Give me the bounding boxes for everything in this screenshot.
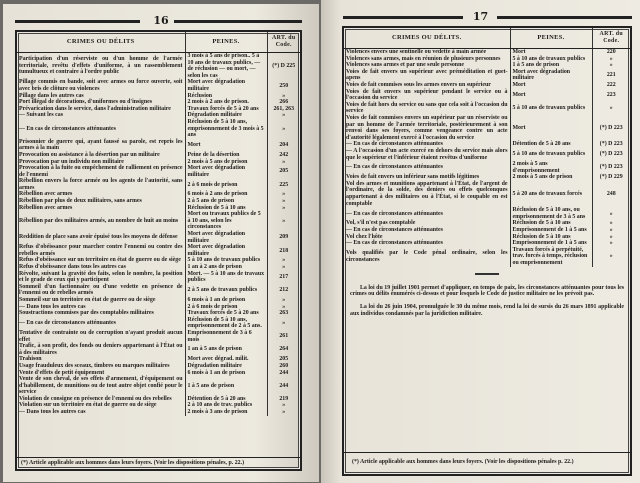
penalty-cell: Mort avec dégradation militaire bbox=[510, 69, 592, 82]
table-row bbox=[17, 112, 300, 119]
article-cell: » bbox=[282, 296, 286, 303]
crime-cell: Voies de fait envers un supérieur pendant le service ou à l'occasion du service bbox=[344, 89, 510, 102]
penalty-cell: Mort bbox=[510, 89, 592, 102]
table-row bbox=[344, 148, 630, 161]
table-row bbox=[344, 247, 630, 267]
crime-cell: Sommeil sur un territoire en état de guerre ou de siège bbox=[17, 297, 185, 304]
penalty-cell: Mort avec dégradation militaire bbox=[185, 165, 267, 178]
penalty-cell: 6 mois à 1 an de prison bbox=[185, 370, 267, 377]
penalty-cell: 5 à 10 ans de travaux publics bbox=[510, 102, 592, 115]
table-row bbox=[17, 271, 300, 284]
penalty-cell: Mort bbox=[185, 139, 267, 152]
crime-cell: Provocation ou assistance à la désertion par un militaire bbox=[17, 152, 185, 159]
penalty-cell: Mort avec dégrad. milit. bbox=[185, 356, 267, 363]
table-row bbox=[344, 227, 630, 234]
table-row bbox=[17, 244, 300, 257]
article-cell: 244 bbox=[279, 382, 289, 389]
article-cell: (*) D 229 bbox=[599, 174, 623, 181]
article-cell: » bbox=[282, 112, 286, 119]
penalty-cell: Emprisonnement de 3 à 6 mois bbox=[185, 330, 267, 343]
article-cell: 248 bbox=[606, 190, 616, 197]
left-page bbox=[3, 4, 319, 482]
article-cell: 263 bbox=[279, 310, 289, 317]
penalty-cell: Mort. — 5 à 10 ans de travaux publics bbox=[185, 271, 267, 284]
table-row bbox=[344, 56, 630, 63]
penalty-cell: Réclusion de 5 à 10 ans bbox=[185, 205, 267, 212]
rule bbox=[174, 20, 302, 23]
penalty-cell: Mort bbox=[510, 82, 592, 89]
table-row bbox=[17, 165, 300, 178]
penalty-cell: Dégradation militaire bbox=[185, 112, 267, 119]
column-header-peines: PEINES. bbox=[185, 32, 267, 53]
offence-table-frame bbox=[15, 30, 302, 471]
crime-cell: Révolte, suivant la gravité des faits, selon le nombre, la position et le grade de ceux qui y participent bbox=[17, 271, 185, 284]
article-cell: 218 bbox=[279, 247, 289, 254]
article-cell: » bbox=[282, 198, 286, 205]
table-row bbox=[17, 376, 300, 396]
article-cell: » bbox=[609, 55, 613, 62]
table-row bbox=[344, 161, 630, 174]
column-header-crimes: CRIMES OU DÉLITS. bbox=[344, 28, 510, 49]
table-row bbox=[344, 207, 630, 220]
crime-cell: Rébellion avec armes bbox=[17, 191, 185, 198]
table-row bbox=[17, 310, 300, 317]
crime-cell: Trahison bbox=[17, 356, 185, 363]
crime-cell: — Dans tous les autres cas bbox=[17, 409, 185, 416]
article-cell: (*) D 223 bbox=[599, 141, 623, 148]
penalty-cell: Réclusion bbox=[185, 93, 267, 100]
right-page bbox=[321, 0, 640, 483]
page-number: 16 bbox=[153, 14, 169, 27]
crime-cell: Sommeil d'un factionnaire ou d'une vedette en présence de l'ennemi ou de rebelles armés bbox=[17, 284, 185, 297]
article-cell: » bbox=[609, 253, 613, 260]
crime-cell: Vol chez l'hôte bbox=[344, 234, 510, 241]
table-row bbox=[344, 234, 630, 241]
penalty-cell: Mort ou travaux publics de 5 à 10 ans, selon les circonstances bbox=[185, 211, 267, 231]
crime-cell: Tentative de contrainte ou de corruption n'ayant produit aucun effet bbox=[17, 330, 185, 343]
table-row bbox=[344, 49, 630, 56]
footnote: (*) Article applicable aux hommes dans leurs foyers. (Voir les dispositions pénales p. 22.) bbox=[344, 452, 630, 474]
article-cell: » bbox=[609, 105, 613, 112]
penalty-cell: Réclusion de 5 à 10 ans bbox=[510, 220, 592, 227]
article-cell: 217 bbox=[279, 273, 289, 280]
article-cell: 221 bbox=[606, 72, 616, 79]
legal-notes bbox=[344, 281, 630, 328]
crime-cell: Pillage commis en bande, soit avec armes ou force ouverte, soit avec bris de clôture ou violences bbox=[17, 79, 185, 92]
penalty-cell: Réclusion de 5 à 10 ans, ou emprisonnement de 3 à 5 ans bbox=[510, 207, 592, 220]
article-cell: » bbox=[282, 402, 286, 409]
article-cell: 260 bbox=[279, 362, 289, 369]
article-cell: (*) D 223 bbox=[599, 164, 623, 171]
table-row bbox=[17, 396, 300, 403]
offence-table bbox=[344, 28, 630, 267]
article-cell: » bbox=[609, 62, 613, 69]
penalty-cell: Travaux forcés à perpétuité, trav. forcés à temps, réclusion ou emprisonnement bbox=[510, 247, 592, 267]
article-cell: » bbox=[282, 409, 286, 416]
footnote: (*) Article applicable aux hommes dans leurs foyers. (Voir les dispositions pénales, p. 22.) bbox=[17, 457, 300, 469]
article-cell: » bbox=[282, 257, 286, 264]
table-row bbox=[344, 115, 630, 141]
spacer bbox=[344, 328, 630, 452]
page-number: 17 bbox=[472, 10, 489, 23]
article-cell: (*) D 223 bbox=[599, 151, 623, 158]
table-row bbox=[17, 139, 300, 152]
spacer bbox=[17, 416, 300, 458]
table-row bbox=[17, 79, 300, 92]
table-row bbox=[17, 53, 300, 80]
article-cell: 205 bbox=[279, 356, 289, 363]
table-row bbox=[344, 240, 630, 247]
crime-cell: Violences sans armes, mais en réunion de plusieurs personnes bbox=[344, 56, 510, 63]
table-row bbox=[17, 264, 300, 271]
penalty-cell: Mort bbox=[510, 115, 592, 141]
crime-cell: Refus d'obéissance dans tous les autres cas bbox=[17, 264, 185, 271]
article-cell: 225 bbox=[279, 181, 289, 188]
article-cell: » bbox=[282, 264, 286, 270]
table-row bbox=[17, 205, 300, 212]
penalty-cell: Travaux forcés de 5 à 20 ans bbox=[185, 106, 267, 113]
article-cell: 261 bbox=[279, 333, 289, 340]
penalty-cell: 2 mois à 5 ans de prison bbox=[510, 174, 592, 181]
penalty-cell: 3 mois à 5 ans de prison.. 5 à 10 ans de travaux publics, — de réclusion — ou mort, — selon les cas bbox=[185, 53, 267, 80]
penalty-cell: 2 à 10 ans de trav. publics bbox=[185, 402, 267, 409]
crime-cell: Vente de son cheval, de ses effets d'armement, d'équipement ou d'habillement, de munitions ou de tout autre objet confié pour le service bbox=[17, 376, 185, 396]
column-header-crimes: CRIMES OU DÉLITS bbox=[17, 32, 185, 53]
table-row bbox=[17, 363, 300, 370]
article-cell: » bbox=[609, 210, 613, 217]
table-row bbox=[17, 370, 300, 377]
crime-cell: Violation de consigne en présence de l'ennemi ou des rebelles bbox=[17, 396, 185, 403]
crime-cell: Participation d'un réserviste ou d'un homme de l'armée territoriale, revêtu d'effets d'uniforme, à un rassemblement tumultueux et contraire à l'ordre public bbox=[17, 53, 185, 80]
penalty-cell: 5 à 10 ans de travaux publics bbox=[510, 148, 592, 161]
table-row bbox=[344, 69, 630, 82]
penalty-cell: 6 mois à 1 an de prison bbox=[185, 297, 267, 304]
penalty-cell: 2 à 6 mois de prison bbox=[185, 178, 267, 191]
penalty-cell: 5 à 10 ans de travaux publics bbox=[185, 257, 267, 264]
article-cell: » bbox=[282, 320, 286, 327]
penalty-cell: Mort avec dégradation militaire bbox=[185, 79, 267, 92]
penalty-cell: Mort avec dégradation militaire bbox=[185, 244, 267, 257]
article-cell: 204 bbox=[279, 142, 289, 149]
table-row bbox=[17, 159, 300, 166]
article-cell: 222 bbox=[606, 81, 616, 88]
table-row bbox=[17, 356, 300, 363]
penalty-cell: Dégradation militaire bbox=[185, 363, 267, 370]
offence-table-frame bbox=[342, 26, 632, 476]
penalty-cell: Réclusion de 5 à 10 ans bbox=[510, 234, 592, 241]
penalty-cell: 1 an à 5 ans de prison bbox=[185, 343, 267, 356]
article-cell: 244 bbox=[279, 369, 289, 376]
penalty-cell: Réclusion de 5 à 10 ans, emprisonnement de 2 à 5 ans. bbox=[185, 317, 267, 330]
table-row bbox=[17, 284, 300, 297]
table-row bbox=[344, 82, 630, 89]
article-cell: » bbox=[282, 92, 286, 99]
offence-table bbox=[17, 32, 300, 416]
table-row bbox=[17, 231, 300, 244]
table-row bbox=[17, 330, 300, 343]
crime-cell: Port illégal de décorations, d'uniformes ou d'insignes bbox=[17, 99, 185, 106]
table-row bbox=[17, 119, 300, 139]
table-row bbox=[17, 106, 300, 113]
crime-cell: Soustractions commises par des comptables militaires bbox=[17, 310, 185, 317]
article-cell: 220 bbox=[606, 49, 616, 55]
penalty-cell: Détention de 5 à 20 ans bbox=[185, 396, 267, 403]
article-cell: 219 bbox=[279, 395, 289, 402]
penalty-cell: Réclusion de 5 à 10 ans, emprisonnement de 3 mois à 5 ans bbox=[185, 119, 267, 139]
crime-cell: Rébellion envers la force armée ou les agents de l'autorité, sans armes bbox=[17, 178, 185, 191]
crime-cell: Voies de fait envers un inférieur sans motifs légitimes bbox=[344, 174, 510, 181]
page-number-header bbox=[3, 14, 319, 28]
article-cell: 242 bbox=[279, 151, 289, 158]
article-cell: » bbox=[609, 220, 613, 227]
crime-cell: Violences sans armes et par une seule personne bbox=[344, 62, 510, 69]
page-number-header bbox=[321, 10, 640, 24]
penalty-cell: 2 à 5 ans de prison bbox=[185, 198, 267, 205]
table-row bbox=[17, 178, 300, 191]
column-header-article: ART. du Code. bbox=[267, 32, 300, 53]
penalty-cell: Détention de 5 à 20 ans bbox=[510, 141, 592, 148]
crime-cell: — En cas de circonstances atténuantes bbox=[17, 119, 185, 139]
table-row bbox=[344, 220, 630, 227]
crime-cell: Vol des armes et munitions appartenant à l'État, de l'argent de l'ordinaire, de la solde, des deniers ou effets quelconques appartenant à des militaires ou à l'État, si le coupable en est comptable bbox=[344, 181, 510, 207]
crime-cell: Vente d'effets de petit équipement bbox=[17, 370, 185, 377]
article-cell: » bbox=[282, 303, 286, 310]
table-row bbox=[17, 152, 300, 159]
column-header-article: ART. du Code. bbox=[592, 28, 630, 49]
crime-cell: — En cas de circonstances atténuantes bbox=[344, 141, 510, 148]
crime-cell: — En cas de circonstances atténuantes bbox=[344, 207, 510, 220]
crime-cell: Vols qualifiés par le Code pénal ordinaire, selon les circonstances bbox=[344, 247, 510, 267]
crime-cell: — A l'occasion d'un acte exercé en dehors du service mais alors que le supérieur et l'inférieur étaient revêtus d'uniforme bbox=[344, 148, 510, 161]
table-row bbox=[17, 191, 300, 198]
penalty-cell: 1 à 5 ans de prison bbox=[185, 376, 267, 396]
crime-cell: — Suivant les cas bbox=[17, 112, 185, 119]
article-cell: (*) D 223 bbox=[599, 124, 623, 131]
penalty-cell: 2 à 6 mois de prison bbox=[185, 304, 267, 311]
crime-cell: Rébellion par plus de deux militaires, sans armes bbox=[17, 198, 185, 205]
table-row bbox=[17, 93, 300, 100]
penalty-cell: 2 mois à 3 ans de prison bbox=[185, 409, 267, 416]
table-row bbox=[17, 297, 300, 304]
separator-rule bbox=[475, 273, 499, 275]
table-row bbox=[344, 62, 630, 69]
article-cell: 212 bbox=[279, 287, 289, 294]
penalty-cell: 5 à 20 ans de travaux forcés bbox=[510, 181, 592, 207]
penalty-cell: Peine de la désertion bbox=[185, 152, 267, 159]
table-row bbox=[17, 402, 300, 409]
crime-cell: Provocation à la fuite ou empêchement de ralliement en présence de l'ennemi bbox=[17, 165, 185, 178]
penalty-cell: Mort avec dégradation militaire bbox=[185, 231, 267, 244]
crime-cell: Provocation par un individu non militaire bbox=[17, 159, 185, 166]
article-cell: 223 bbox=[606, 91, 616, 98]
penalty-cell: 6 mois à 2 ans de prison bbox=[185, 191, 267, 198]
table-row bbox=[17, 343, 300, 356]
article-cell: » bbox=[282, 204, 286, 211]
crime-cell: Violation sur un territoire en état de guerre ou de siège bbox=[17, 402, 185, 409]
table-row bbox=[344, 141, 630, 148]
penalty-cell: 1 an à 2 ans de prison bbox=[185, 264, 267, 271]
penalty-cell: 1 à 5 ans de prison bbox=[510, 62, 592, 69]
table-row bbox=[17, 198, 300, 205]
crime-cell: Trafic, à son profit, des fonds ou deniers appartenant à l'État ou à des militaires bbox=[17, 343, 185, 356]
penalty-cell: Mort bbox=[510, 49, 592, 56]
note-paragraph: La loi du 19 juillet 1901 permet d'appliquer, en temps de paix, les circonstances atténuantes pour tous les crimes ou délits énumérés ci-dessus et pour lesquels le Code de justice militaire ne les prévoit pas. bbox=[350, 284, 624, 298]
crime-cell: Vol, s'il n'est pas comptable bbox=[344, 220, 510, 227]
article-cell: » bbox=[282, 158, 286, 165]
table-row bbox=[17, 99, 300, 106]
crime-cell: Reddition de place sans avoir épuisé tous les moyens de défense bbox=[17, 231, 185, 244]
crime-cell: — Dans tous les autres cas bbox=[17, 304, 185, 311]
article-cell: 250 bbox=[279, 82, 289, 89]
table-row bbox=[17, 409, 300, 416]
penalty-cell: 2 mois à 5 ans d'emprisonnement bbox=[510, 161, 592, 174]
article-cell: 266 bbox=[279, 99, 289, 106]
crime-cell: Rébellion par des militaires armés, au nombre de huit au moins bbox=[17, 211, 185, 231]
crime-cell: — En cas de circonstances atténuantes bbox=[344, 161, 510, 174]
crime-cell: Voies de fait commises sous les armes envers un supérieur bbox=[344, 82, 510, 89]
article-cell: » bbox=[282, 125, 286, 132]
penalty-cell: Travaux forcés de 5 à 20 ans bbox=[185, 310, 267, 317]
rule bbox=[15, 20, 140, 23]
table-row bbox=[344, 174, 630, 181]
article-cell: 209 bbox=[279, 234, 289, 241]
table-row bbox=[344, 89, 630, 102]
penalty-cell: 2 à 5 ans de travaux publics bbox=[185, 284, 267, 297]
penalty-cell: 2 mois à 5 ans de prison bbox=[185, 159, 267, 166]
article-cell: » bbox=[609, 240, 613, 247]
column-header-peines: PEINES. bbox=[510, 28, 592, 49]
article-cell: » bbox=[282, 217, 286, 224]
crime-cell: Pillage dans les autres cas bbox=[17, 93, 185, 100]
article-cell: » bbox=[609, 233, 613, 240]
crime-cell: Refus d'obéissance sur un territoire en état de guerre ou de siège bbox=[17, 257, 185, 264]
penalty-cell: Emprisonnement de 1 à 5 ans bbox=[510, 240, 592, 247]
crime-cell: Voies de fait commises envers un supérieur par un réserviste ou par un homme de l'armée territoriale, postérieurement à son renvoi dans ses foyers, comme vengeance contre un acte d'autorité légalement exercé à l'occasion du service bbox=[344, 115, 510, 141]
crime-cell: — En cas de circonstances atténuantes bbox=[344, 240, 510, 247]
crime-cell: Voies de fait envers un supérieur avec préméditation et guet-apens bbox=[344, 69, 510, 82]
table-row bbox=[17, 211, 300, 231]
rule bbox=[343, 16, 463, 19]
article-cell: » bbox=[609, 227, 613, 234]
crime-cell: Refus d'obéissance pour marcher contre l'ennemi ou contre des rebelles armés bbox=[17, 244, 185, 257]
penalty-cell: 5 à 10 ans de travaux publics bbox=[510, 56, 592, 63]
article-cell: 261, 263 bbox=[273, 105, 295, 112]
crime-cell: — En cas de circonstances atténuantes bbox=[17, 317, 185, 330]
table-row bbox=[17, 257, 300, 264]
penalty-cell: Emprisonnement de 1 à 5 ans bbox=[510, 227, 592, 234]
penalty-cell: 2 mois à 2 ans de prison. bbox=[185, 99, 267, 106]
crime-cell: Rébellion avec armes bbox=[17, 205, 185, 212]
note-paragraph: La loi du 26 juin 1904, promulguée le 30 du même mois, rend la loi de sursis du 26 mars 1891 applicable aux individus condamnés par la juridiction militaire. bbox=[350, 304, 624, 317]
crime-cell: Prévarication dans le service, dans l'administration militaire bbox=[17, 106, 185, 113]
article-cell: 264 bbox=[279, 346, 289, 353]
crime-cell: Voies de fait hors du service ou sans que cela soit à l'occasion du service bbox=[344, 102, 510, 115]
crime-cell: Usage frauduleux des sceaux, timbres ou marques militaires bbox=[17, 363, 185, 370]
article-cell: 205 bbox=[279, 168, 289, 175]
article-cell: (*) D 225 bbox=[272, 62, 296, 69]
table-row bbox=[17, 304, 300, 311]
article-cell: » bbox=[282, 191, 286, 198]
crime-cell: Violences envers une sentinelle ou vedette à main armée bbox=[344, 49, 510, 56]
crime-cell: — En cas de circonstances atténuantes bbox=[344, 227, 510, 234]
table-row bbox=[344, 181, 630, 207]
rule bbox=[497, 16, 632, 19]
crime-cell: Prisonnier de guerre qui, ayant faussé sa parole, est repris les armes à la main bbox=[17, 139, 185, 152]
table-row bbox=[17, 317, 300, 330]
table-row bbox=[344, 102, 630, 115]
